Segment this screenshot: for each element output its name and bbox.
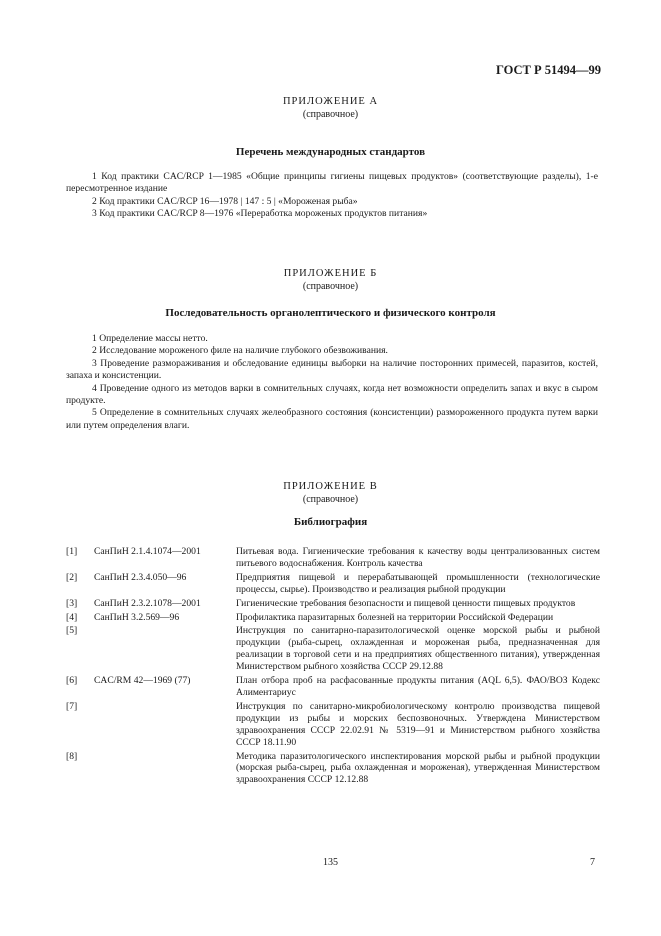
appendix-a-title: ПРИЛОЖЕНИЕ А [282, 96, 379, 107]
ref-number: [5] [66, 625, 78, 637]
list-item: 3 Проведение размораживания и обследование единицы выборки на наличие посторонних примесей, паразитов, костей, запаха и консистенции. [66, 357, 598, 382]
ref-text: Предприятия пищевой и перерабатывающей промышленности (технологические процессы, сырье). Производство и реализация рыбной продукции [236, 571, 600, 595]
side-page-number: 7 [590, 857, 595, 868]
appendix-c-note: (справочное) [302, 494, 359, 505]
list-item: 2 Код практики CAC/RCP 16—1978 | 147 : 5 | «Мороженая рыба» [92, 195, 358, 207]
table-row [66, 598, 600, 612]
ref-text: Питьевая вода. Гигиенические требования к качеству воды централизованных систем питьевого водоснабжения. Контроль качества [236, 546, 600, 569]
ref-code: CAC/RM 42—1969 (77) [94, 675, 191, 687]
ref-code: СанПиН 2.1.4.1074—2001 [94, 546, 201, 557]
appendix-b-list [66, 333, 598, 432]
appendix-a-list [66, 171, 598, 221]
table-row [66, 572, 600, 598]
list-item: 3 Код практики CAC/RCP 8—1976 «Переработка мороженых продуктов питания» [92, 208, 428, 220]
ref-code: СанПиН 2.3.4.050—96 [94, 571, 187, 583]
ref-number: [2] [66, 571, 78, 583]
page-number: 135 [323, 857, 338, 868]
table-row [66, 546, 600, 572]
ref-number: [4] [66, 611, 78, 623]
ref-number: [3] [66, 597, 78, 609]
table-row [66, 625, 600, 675]
ref-code [94, 625, 236, 675]
list-item: 4 Проведение одного из методов варки в сомнительных случаях, когда нет возможности определить запах и вкус в сыром продукте. [66, 382, 598, 407]
list-item: 1 Код практики CAC/RCP 1—1985 «Общие принципы гигиены пищевых продуктов» (соответствующие разделы), 1-е пересмотренное издание [66, 171, 598, 195]
appendix-c-heading: Библиография [293, 516, 368, 528]
appendix-c-title: ПРИЛОЖЕНИЕ В [283, 481, 378, 492]
appendix-a-heading: Перечень международных стандартов [235, 146, 426, 158]
ref-number: [1] [66, 546, 78, 557]
appendix-b-title: ПРИЛОЖЕНИЕ Б [283, 268, 378, 279]
ref-text: Инструкция по санитарно-микробиологическому контролю производства пищевой продукции из рыбы и морских беспозвоночных. Утверждена Министерством здравоохранения СССР 22.02.91 № 5319—91 и Министерством рыбного хозяйства СССР 18.11.90 [236, 700, 600, 748]
list-item: 1 Определение массы нетто. [92, 333, 208, 344]
list-item: 2 Исследование мороженого филе на наличие глубокого обезвоживания. [92, 345, 388, 357]
appendix-b-note: (справочное) [302, 281, 359, 292]
table-row [66, 751, 600, 789]
table-row [66, 701, 600, 751]
list-item: 5 Определение в сомнительных случаях желеобразного состояния (консистенции) размороженного продукта путем варки или путем определения влаги. [66, 407, 598, 431]
ref-text: План отбора проб на расфасованные продукты питания (AQL 6,5). ФАО/ВОЗ Кодекс Алиментариус [236, 675, 600, 698]
ref-code: СанПиН 2.3.2.1078—2001 [94, 597, 201, 609]
ref-text: Гигиенические требования безопасности и пищевой ценности пищевых продуктов [236, 597, 576, 609]
appendix-b-heading: Последовательность органолептического и физического контроля [165, 307, 496, 319]
ref-text: Методика паразитологического инспектирования морской рыбы и рыбной продукции (морская рыба-сырец, рыба охлажденная и мороженая), утвержденная Министерством здравоохранения СССР 12.12.88 [236, 750, 600, 786]
ref-code [94, 701, 236, 751]
appendix-a-note: (справочное) [302, 109, 359, 120]
bibliography-table [66, 546, 600, 788]
table-row [66, 612, 600, 626]
ref-code: СанПиН 3.2.569—96 [94, 611, 180, 623]
table-row [66, 675, 600, 701]
ref-text: Инструкция по санитарно-паразитологической оценке морской рыбы и рыбной продукции (рыба-сырец, охлажденная и мороженая рыба, предназначенная для реализации в торговой сети и на предприятиях общественного питания), утвержденная Министерством рыбного хозяйства СССР 29.12.88 [236, 625, 600, 673]
ref-number: [7] [66, 700, 78, 712]
document-id: ГОСТ Р 51494—99 [495, 63, 601, 77]
ref-code [94, 751, 236, 789]
ref-text: Профилактика паразитарных болезней на территории Российской Федерации [236, 611, 554, 623]
ref-number: [8] [66, 750, 78, 762]
ref-number: [6] [66, 675, 78, 687]
